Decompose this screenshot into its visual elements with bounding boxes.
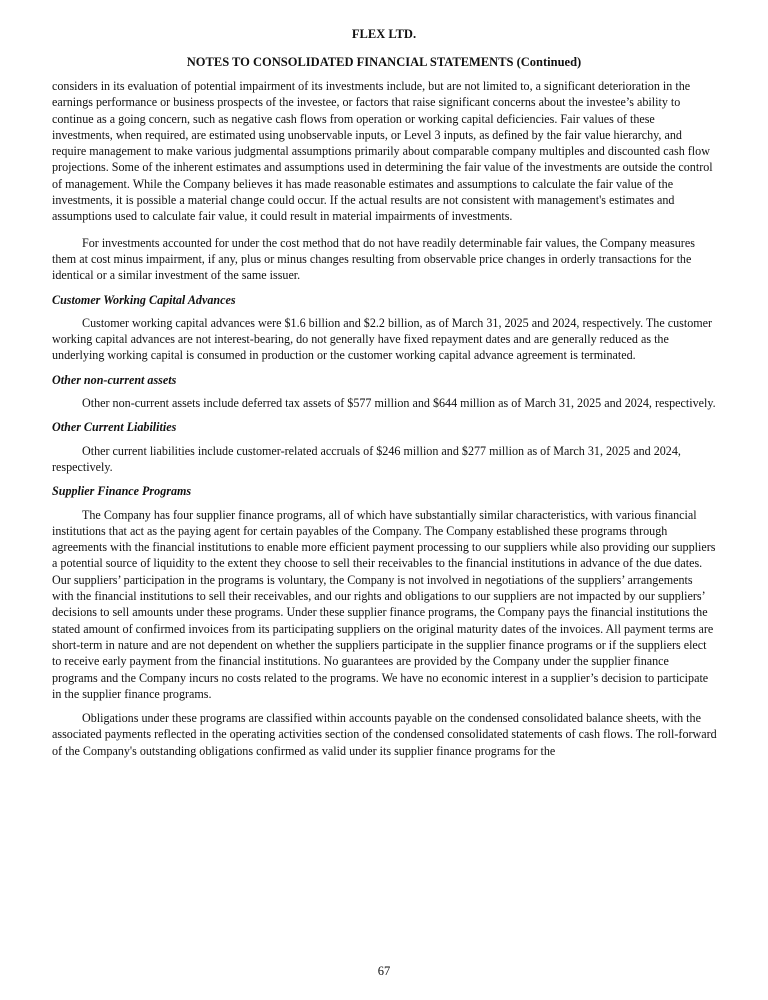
paragraph-cost-method: For investments accounted for under the cost method that do not have readily determinable fair values, the Company measures them at cost minus impairment, if any, plus or minus changes resulting from observable price changes in orderly transactions for the identical or a similar investment of the same issuer. [52, 235, 695, 283]
heading-other-noncurrent-assets: Other non-current assets [52, 372, 177, 387]
heading-supplier-finance-programs: Supplier Finance Programs [52, 484, 192, 499]
paragraph-supplier-programs: The Company has four supplier finance programs, all of which have substantially similar characteristics, with various financial institutions that act as the paying agent for certain payables of the Company. The Company established these programs through agreements with the financial institutions to enable more efficient payment processing to our suppliers while also providing our suppliers a potential source of liquidity to the extent they choose to sell their receivables to the financial institutions in advance of the due dates. Our suppliers’ participation in the programs is voluntary, the Company is not involved in negotiations of the suppliers’ arrangements with the financial institutions to sell their receivables, and our rights and obligations to our suppliers are not impacted by our suppliers’ decisions to sell amounts under these programs. Under these supplier finance programs, the Company pays the financial institutions the stated amount of confirmed invoices from its participating suppliers on the original maturity dates of the invoices. All payment terms are short-term in nature and are not dependent on whether the suppliers participate in the supplier finance programs or if the suppliers elect to receive early payment from the financial institutions. No guarantees are provided by the Company under the supplier finance programs and the Company incurs no costs related to the programs. We have no economic interest in a supplier’s decision to participate in the supplier finance programs. [52, 507, 716, 701]
company-name: FLEX LTD. [351, 27, 417, 41]
paragraph-current-liabilities: Other current liabilities include customer-related accruals of $246 million and $277 million as of March 31, 2025 and 2024, respectively. [52, 443, 681, 474]
heading-other-current-liabilities: Other Current Liabilities [52, 420, 177, 435]
document-body [52, 78, 717, 767]
paragraph-impairment: considers in its evaluation of potential impairment of its investments include, but are not limited to, a significant deterioration in the earnings performance or business prospects of the investee, or factors that raise significant concerns about the investee’s ability to continue as a going concern, such as negative cash flows from operation or working capital deficiencies. Fair values of these investments, when required, are estimated using unobservable inputs, or Level 3 inputs, as defined by the fair value hierarchy, and require management to make various judgmental assumptions primarily about comparable company multiples and discounted cash flow projections. Some of the inherent estimates and assumptions used in determining the fair value of the investments are outside the control of management. While the Company believes it has made reasonable estimates and assumptions to calculate the fair value of the investments, it is possible a material change could occur. If the actual results are not consistent with management's estimates and assumptions used to calculate fair value, it could result in material impairments of investments. [52, 79, 713, 224]
paragraph-noncurrent-assets: Other non-current assets include deferred tax assets of $577 million and $644 million as of March 31, 2025 and 2024, respectively. [82, 396, 716, 411]
paragraph-obligations: Obligations under these programs are classified within accounts payable on the condensed consolidated balance sheets, with the associated payments reflected in the operating activities section of the condensed consolidated statements of cash flows. The roll-forward of the Company's outstanding obligations confirmed as valid under its supplier finance programs for the [52, 711, 717, 758]
section-title: NOTES TO CONSOLIDATED FINANCIAL STATEMENTS (Continued) [186, 55, 582, 69]
heading-customer-working-capital: Customer Working Capital Advances [52, 292, 236, 307]
paragraph-customer-advances: Customer working capital advances were $1.6 billion and $2.2 billion, as of March 31, 2025 and 2024, respectively. The customer working capital advances are not interest-bearing, do not generally have fixed repayment dates and are generally reduced as the underlying working capital is consumed in production or the customer working capital advance agreement is terminated. [52, 315, 713, 363]
page-number: 67 [377, 964, 391, 978]
